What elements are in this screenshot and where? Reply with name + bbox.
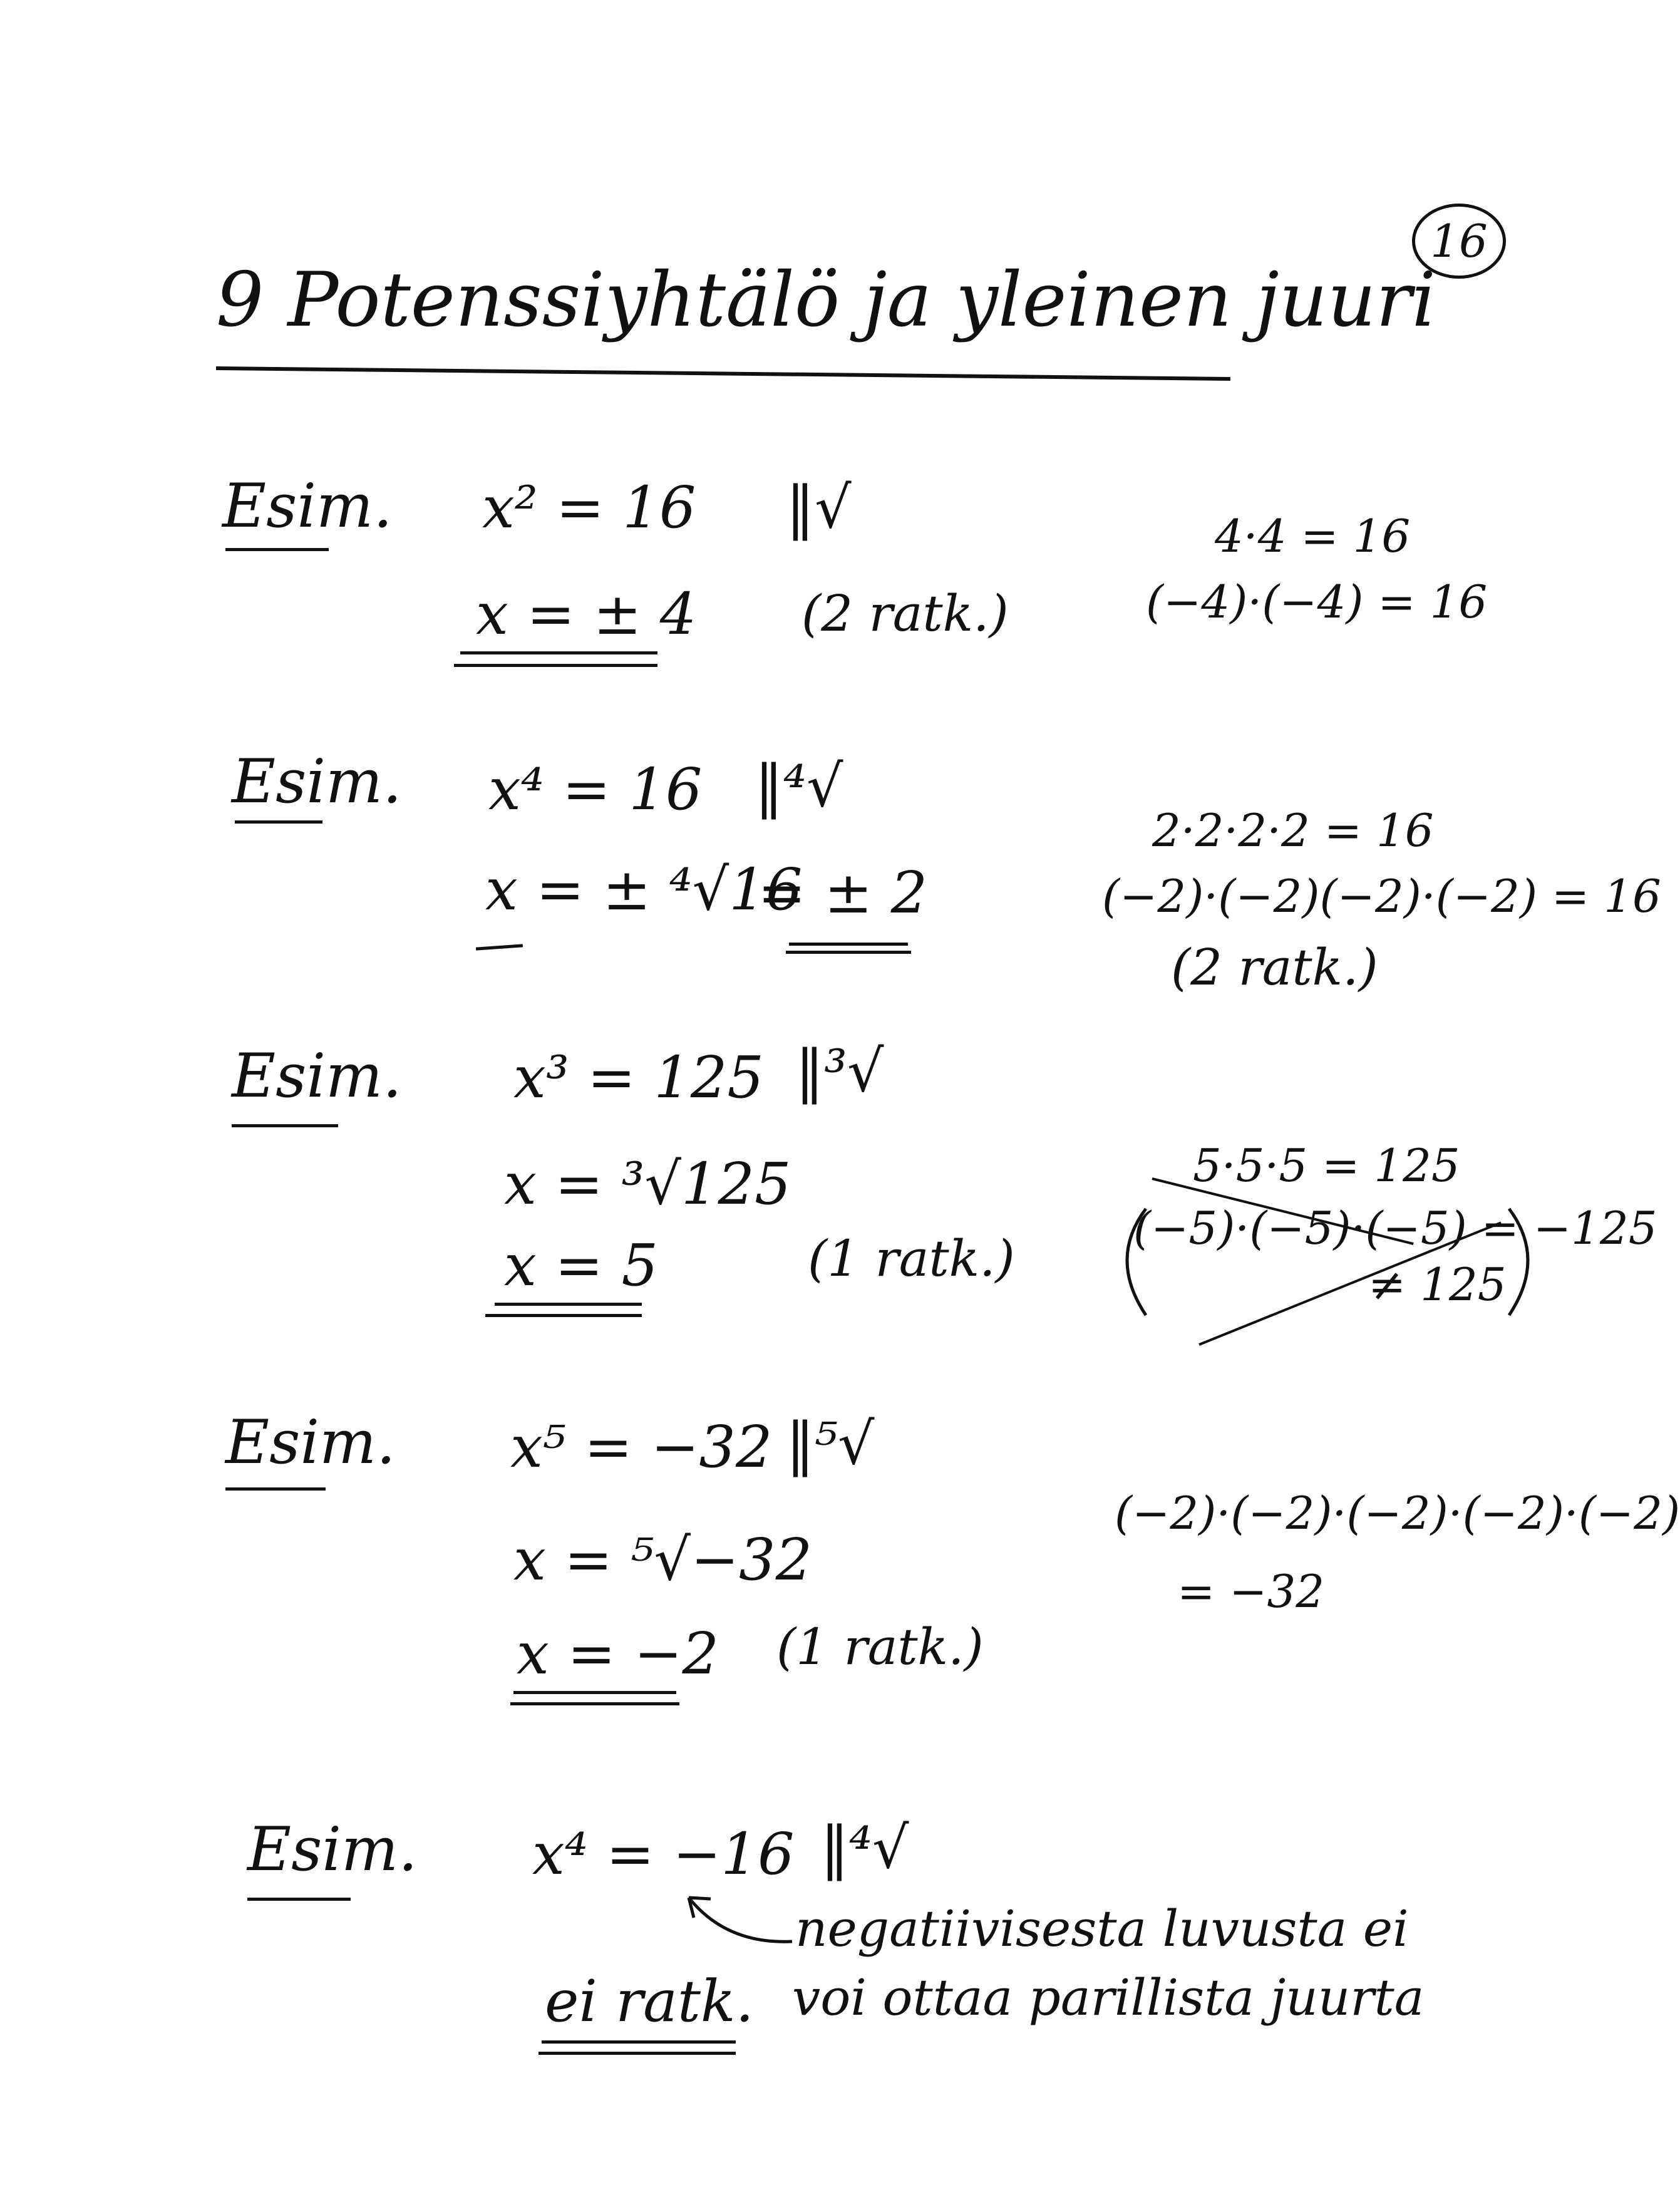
root-operation: ‖³√: [795, 1038, 884, 1105]
result: x = ± ⁴√16: [485, 856, 803, 923]
example-label: Esim.: [247, 1814, 418, 1884]
example-label: Esim.: [232, 1041, 402, 1111]
check-calculation: 4·4 = 16: [1215, 510, 1411, 562]
page-number-text: 16: [1430, 215, 1488, 267]
page-title: 9 Potenssiyhtälö ja yleinen juuri: [216, 257, 1436, 344]
solution-count: (1 ratk.): [808, 1229, 1015, 1288]
equation: x⁴ = 16: [488, 756, 703, 823]
equation: x⁵ = −32: [510, 1414, 773, 1481]
result: x = ± 4: [476, 581, 697, 648]
equation-step: x = ³√125: [504, 1150, 791, 1217]
result-underline: [542, 2040, 736, 2044]
check-calculation: (−4)·(−4) = 16: [1146, 576, 1488, 628]
solution-count: (2 ratk.): [801, 584, 1009, 643]
result-underline: [495, 1303, 642, 1306]
result-underline-2: [510, 1702, 679, 1705]
explanation-note: voi ottaa parillista juurta: [792, 1968, 1425, 2027]
result-underline-2: [454, 664, 657, 667]
check-calculation: 2·2·2·2 = 16: [1152, 804, 1434, 857]
equation: x³ = 125: [513, 1044, 764, 1111]
equation-step: x = ⁵√−32: [513, 1526, 813, 1593]
result-value: = ± 2: [758, 859, 928, 926]
result-underline: [476, 944, 523, 950]
root-operation: ‖⁵√: [786, 1410, 875, 1477]
example-label-underline: [247, 1898, 351, 1901]
example-label: Esim.: [232, 747, 402, 817]
arrow-icon: [676, 1885, 795, 1954]
check-calculation: 5·5·5 = 125: [1193, 1139, 1460, 1192]
result-underline-2: [786, 951, 911, 954]
check-calculation: ≠ 125: [1368, 1258, 1507, 1311]
example-label: Esim.: [222, 471, 393, 541]
explanation-note: negatiivisesta luvusta ei: [795, 1900, 1409, 1958]
solution-count: (2 ratk.): [1171, 938, 1378, 996]
check-calculation: (−2)·(−2)(−2)·(−2) = 16: [1102, 870, 1661, 923]
solution-count: (1 ratk.): [776, 1618, 984, 1676]
root-operation: ‖⁴√: [820, 1814, 909, 1881]
result: x = −2: [517, 1620, 719, 1687]
result-underline: [789, 943, 908, 946]
result: x = 5: [504, 1232, 658, 1299]
equation: x² = 16: [482, 474, 696, 541]
result-underline-2: [539, 2052, 736, 2055]
example-label-underline: [225, 1487, 326, 1491]
result-underline: [460, 651, 657, 654]
check-calculation: = −32: [1177, 1565, 1325, 1618]
result: ei ratk.: [545, 1968, 754, 2035]
equation: x⁴ = −16: [532, 1821, 795, 1888]
result-underline: [513, 1691, 676, 1694]
check-calculation: (−5)·(−5)·(−5) = −125: [1133, 1202, 1657, 1254]
title-underline: [216, 366, 1230, 381]
example-label-underline: [235, 820, 322, 824]
root-operation: ‖√: [786, 474, 852, 541]
check-calculation: (−2)·(−2)·(−2)·(−2)·(−2): [1115, 1487, 1680, 1539]
example-label-underline: [232, 1124, 338, 1127]
example-label-underline: [225, 548, 329, 551]
result-underline-2: [485, 1314, 642, 1317]
example-label: Esim.: [225, 1407, 396, 1477]
root-operation: ‖⁴√: [755, 753, 843, 820]
bracket-icon: [1108, 1196, 1547, 1321]
